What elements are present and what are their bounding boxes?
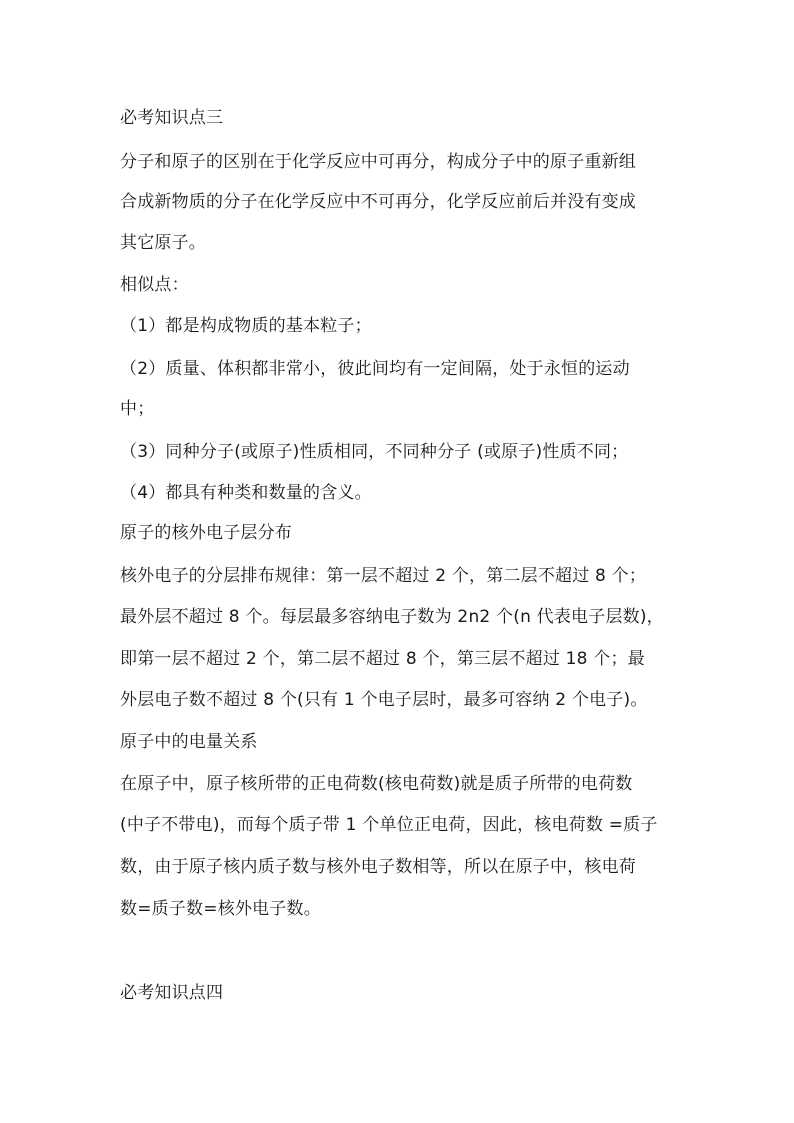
- paragraph-line: 合成新物质的分子在化学反应中不可再分，化学反应前后并没有变成: [120, 192, 636, 212]
- paragraph-line: 即第一层不超过 2 个，第二层不超过 8 个，第三层不超过 18 个；最: [120, 649, 645, 669]
- section-heading: 必考知识点四: [120, 983, 224, 1003]
- paragraph-line: 在原子中，原子核所带的正电荷数(核电荷数)就是质子所带的电荷数: [120, 774, 633, 794]
- paragraph-line: 核外电子的分层排布规律：第一层不超过 2 个，第二层不超过 8 个；: [120, 566, 647, 586]
- list-item-continuation: 中；: [120, 399, 155, 419]
- list-item: （2）质量、体积都非常小，彼此间均有一定间隔，处于永恒的运动: [120, 359, 630, 379]
- paragraph-line: 最外层不超过 8 个。每层最多容纳电子数为 2n2 个(n 代表电子层数)，: [120, 607, 664, 627]
- paragraph-line: 外层电子数不超过 8 个(只有 1 个电子层时，最多可容纳 2 个电子)。: [120, 690, 648, 710]
- section-heading: 必考知识点三: [120, 108, 224, 128]
- list-item: （4）都具有种类和数量的含义。: [120, 483, 372, 503]
- subheading: 原子中的电量关系: [120, 732, 258, 752]
- list-item: （1）都是构成物质的基本粒子；: [120, 316, 372, 336]
- paragraph-line: 分子和原子的区别在于化学反应中可再分，构成分子中的原子重新组: [120, 152, 636, 172]
- paragraph-line: 其它原子。: [120, 233, 206, 253]
- paragraph-line: 数，由于原子核内质子数与核外电子数相等，所以在原子中，核电荷: [120, 857, 636, 877]
- paragraph-line: (中子不带电)，而每个质子带 1 个单位正电荷，因此，核电荷数 =质子: [120, 815, 658, 835]
- subheading: 原子的核外电子层分布: [120, 523, 292, 543]
- list-item: （3）同种分子(或原子)性质相同，不同种分子 (或原子)性质不同；: [120, 442, 629, 462]
- subheading: 相似点：: [120, 275, 189, 295]
- paragraph-line: 数=质子数=核外电子数。: [120, 899, 321, 919]
